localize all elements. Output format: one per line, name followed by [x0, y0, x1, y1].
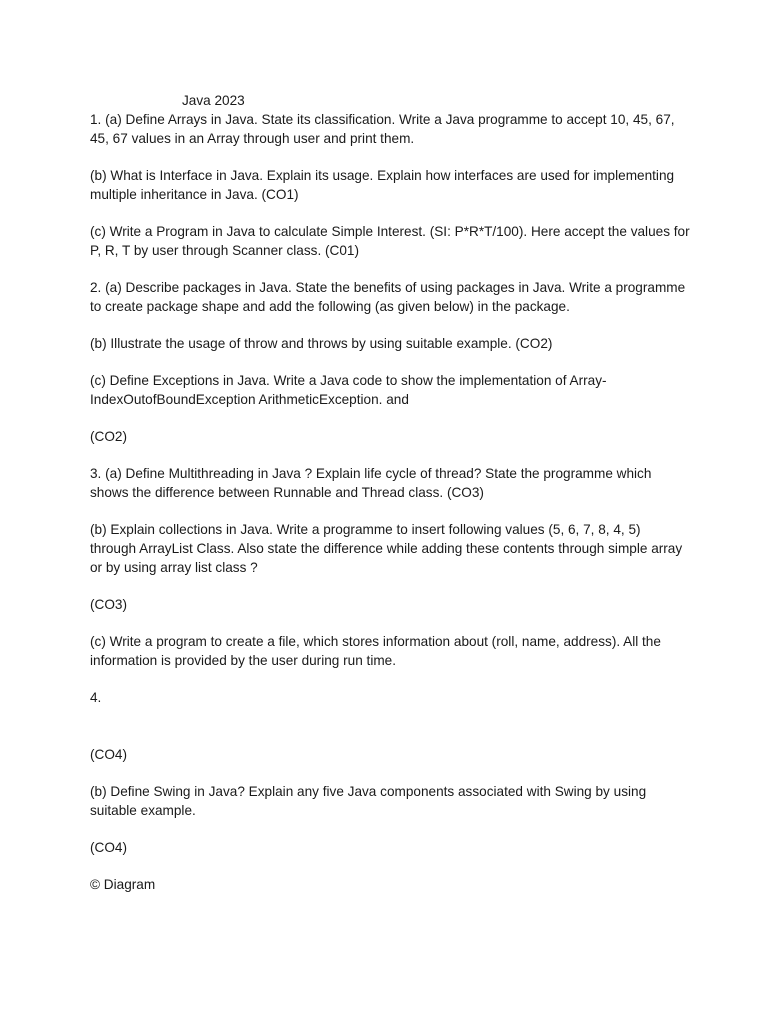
question-3-co-label: (CO3): [90, 597, 128, 612]
question-3a: 3. (a) Define Multithreading in Java ? Explain life cycle of thread? State the programme which shows the difference between Runnable and Thread class. (CO3): [90, 466, 652, 500]
document-page: [90, 91, 690, 894]
question-4-number: 4.: [90, 690, 102, 705]
question-4c: © Diagram: [90, 877, 156, 892]
document-title: Java 2023: [182, 93, 245, 108]
question-3b: (b) Explain collections in Java. Write a programme to insert following values (5, 6, 7, 8, 4, 5) through ArrayList Class. Also state the difference while adding these contents through simple array or by using array list class ?: [90, 522, 683, 575]
question-4b-co-label: (CO4): [90, 840, 128, 855]
question-2b: (b) Illustrate the usage of throw and throws by using suitable example. (CO2): [90, 336, 553, 351]
question-1c: (c) Write a Program in Java to calculate Simple Interest. (SI: P*R*T/100). Here accept the values for P, R, T by user through Scanner class. (C01): [90, 224, 690, 258]
question-2-co-label: (CO2): [90, 429, 128, 444]
question-4a-co-label: (CO4): [90, 747, 128, 762]
question-4b: (b) Define Swing in Java? Explain any five Java components associated with Swing by using suitable example.: [90, 784, 647, 818]
question-1b: (b) What is Interface in Java. Explain its usage. Explain how interfaces are used for implementing multiple inheritance in Java. (CO1): [90, 168, 675, 202]
question-1a: 1. (a) Define Arrays in Java. State its classification. Write a Java programme to accept 10, 45, 67, 45, 67 values in an Array through user and print them.: [90, 112, 675, 146]
question-2c-line2: IndexOutofBoundException ArithmeticException. and: [90, 392, 409, 407]
question-2c-line1: (c) Define Exceptions in Java. Write a Java code to show the implementation of Array-: [90, 373, 607, 388]
question-3c: (c) Write a program to create a file, which stores information about (roll, name, address). All the information is provided by the user during run time.: [90, 634, 661, 668]
question-2a: 2. (a) Describe packages in Java. State the benefits of using packages in Java. Write a programme to create package shape and add the following (as given below) in the package.: [90, 280, 686, 314]
